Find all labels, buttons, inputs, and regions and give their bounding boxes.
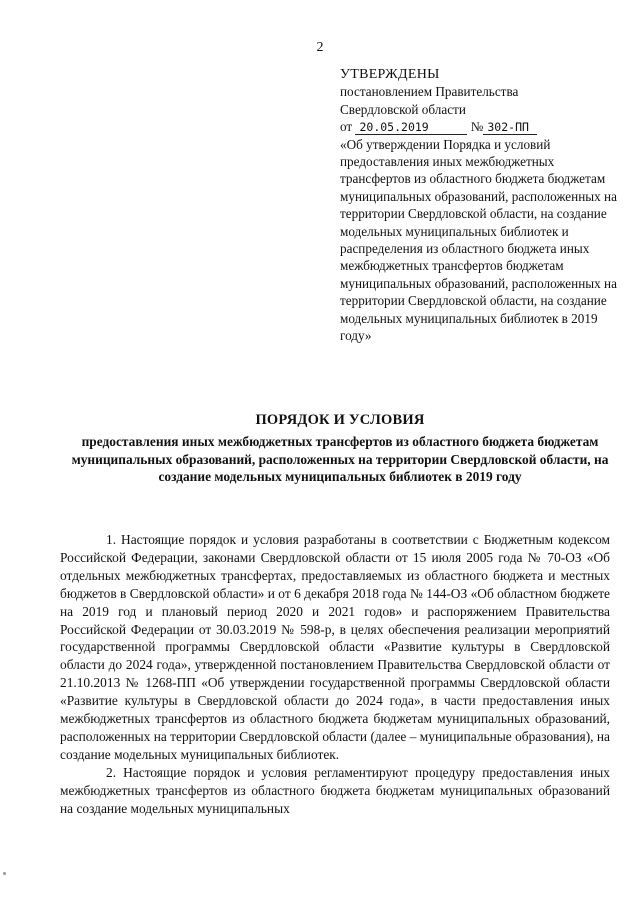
number-prefix: №	[470, 119, 484, 135]
paragraph-2: 2. Настоящие порядок и условия регламентируют процедуру предоставления иных межбюджетных трансфертов из областного бюджета бюджетам муниципальных образований на создание модельных муниципальных	[60, 764, 610, 816]
scan-speck	[3, 872, 6, 875]
approval-subject: «Об утверждении Порядка и условий предоставления иных межбюджетных трансфертов из областного бюджета бюджетам муниципальных образований, расположенных на территории Свердловской области, на создание модельных муниципальных библиотек и распределения из областного бюджета иных межбюджетных трансфертов бюджетам муниципальных образований, расположенных на территории Свердловской области, на создание модельных муниципальных библиотек в 2019 году»	[340, 136, 617, 344]
document-body	[60, 531, 610, 818]
approval-date: 20.05.2019	[355, 121, 467, 135]
approval-stamp	[340, 66, 625, 345]
approval-date-line	[340, 118, 625, 135]
paragraph-1: 1. Настоящие порядок и условия разработаны в соответствии с Бюджетным кодексом Российской Федерации, законами Свердловской области от 15 июля 2005 года № 70-ОЗ «Об отдельных межбюджетных трансфертах, предоставляемых из областного бюджета и местных бюджетов в Свердловской области» и от 6 декабря 2018 года № 144-ОЗ «Об областном бюджете на 2019 год и плановый период 2020 и 2021 годов» и распоряжением Правительства Российской Федерации от 30.03.2019 № 598-р, в целях обеспечения реализации мероприятий государственной программы Свердловской области «Развитие культуры в Свердловской области до 2024 года», утвержденной постановлением Правительства Свердловской области от 21.10.2013 № 1268-ПП «Об утверждении государственной программы Свердловской области «Развитие культуры в Свердловской области до 2024 года», в части предоставления иных межбюджетных трансфертов из областного бюджета бюджетам муниципальных образований, расположенных на территории Свердловской области (далее – муниципальные образования), на создание модельных муниципальных библиотек.	[60, 532, 610, 762]
document-title-block	[60, 411, 620, 486]
approval-number: 302-ПП	[483, 121, 537, 135]
date-prefix: от	[340, 119, 353, 135]
approval-line-2: Свердловской области	[340, 101, 466, 117]
page-number: 2	[316, 40, 324, 55]
document-subtitle: предоставления иных межбюджетных трансфертов из областного бюджета бюджетам муниципальных образований, расположенных на территории Свердловской области, на создание модельных муниципальных библиотек в 2019 году	[71, 434, 609, 485]
document-title: ПОРЯДОК И УСЛОВИЯ	[255, 412, 425, 428]
approval-heading: УТВЕРЖДЕНЫ	[340, 67, 440, 82]
approval-line-1: постановлением Правительства	[340, 84, 519, 100]
